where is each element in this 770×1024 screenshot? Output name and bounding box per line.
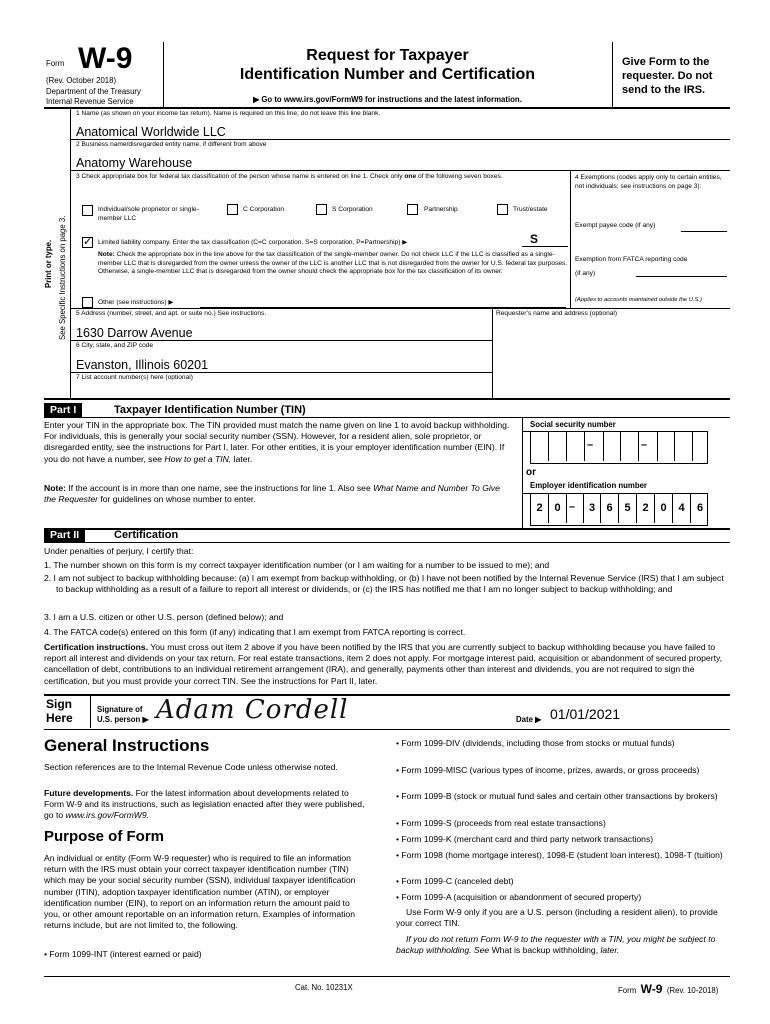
backup-withholding-text: If you do not return Form W-9 to the requester with a TIN, you might be subject to backup withholding. See What is backup withholding, later. <box>396 934 716 956</box>
part2-title: Certification <box>114 529 179 541</box>
form-title-line1: Request for Taxpayer <box>306 47 469 64</box>
form-title-line2: Identification Number and Certification <box>239 66 536 83</box>
line7-account-field[interactable] <box>76 384 488 396</box>
department: Department of the Treasury <box>46 87 141 96</box>
trust-estate-label: Trust/estate <box>513 206 548 213</box>
requester-label: Requester’s name and address (optional) <box>496 310 618 317</box>
bullet-1098: • Form 1098 (home mortgage interest), 1098-E (student loan interest), 1098-T (tuition) <box>396 850 723 860</box>
or-label: or <box>526 467 536 478</box>
line5-label: 5 Address (number, street, and apt. or suite no.) See instructions. <box>76 310 267 317</box>
ssn-dash: – <box>641 439 648 451</box>
ein-digit: 6 <box>601 493 619 523</box>
part1-title: Taxpayer Identification Number (TIN) <box>114 404 306 416</box>
ein-digit: 0 <box>549 493 567 523</box>
catalog-number: Cat. No. 10231X <box>295 983 353 992</box>
other-checkbox[interactable] <box>82 297 93 308</box>
date-label: Date ▶ <box>516 715 542 724</box>
bullet-1099-k: • Form 1099-K (merchant card and third party network transactions) <box>396 834 654 844</box>
line1-name-field[interactable]: Anatomical Worldwide LLC <box>76 125 226 139</box>
line7-label: 7 List account number(s) here (optional) <box>76 374 193 381</box>
use-w9-text: Use Form W-9 only if you are a U.S. person (including a resident alien), to provide your correct TIN. <box>396 907 718 929</box>
checkmark-icon: ✓ <box>83 236 93 248</box>
c-corporation-label: C Corporation <box>243 206 285 213</box>
part2-tag: Part II <box>44 528 85 542</box>
line1-label: 1 Name (as shown on your income tax return). Name is required on this line; do not leave this line blank. <box>76 110 381 117</box>
goto-text: Go to www.irs.gov/FormW9 for instructions and the latest information. <box>261 95 522 104</box>
ein-digit: 0 <box>655 493 673 523</box>
form-word: Form <box>46 59 65 68</box>
ein-dash: – <box>569 501 576 513</box>
llc-note: Note: Check the appropriate box in the line above for the tax classification of the single-member owner. Do not check LLC if the LLC is classified as a single-member LLC that is disregarded from the owner unless the owner of the LLC is another LLC that is not disregarded from the owner for U.S. federal tax purposes. Otherwise, a single-member LLC that is disregarded from the owner should check the appropriate box for the tax classification of its owner. <box>98 251 568 275</box>
bullet-1099-c: • Form 1099-C (canceled debt) <box>396 876 514 886</box>
llc-checkbox[interactable] <box>82 237 93 248</box>
date-field[interactable]: 01/01/2021 <box>550 706 621 722</box>
c-corporation-checkbox[interactable] <box>227 204 238 215</box>
signature-label-line2: U.S. person ▶ <box>97 715 149 724</box>
line2-business-name-field[interactable]: Anatomy Warehouse <box>76 156 193 170</box>
cert-item4: 4. The FATCA code(s) entered on this form (if any) indicating that I am exempt from FATCA reporting is correct. <box>44 627 466 637</box>
llc-label: Limited liability company. Enter the tax classification (C=C corporation, S=S corporation, P=Partnership) ▶ <box>98 239 408 246</box>
individual-checkbox[interactable] <box>82 205 93 216</box>
ein-digit: 4 <box>673 493 691 523</box>
ein-digit: 6 <box>696 502 704 514</box>
agency: Internal Revenue Service <box>46 97 134 106</box>
s-corporation-checkbox[interactable] <box>316 204 327 215</box>
goto-instructions <box>165 95 610 105</box>
here-label: Here <box>46 711 73 725</box>
footer-form-id: Form W-9 (Rev. 10-2018) <box>618 982 719 996</box>
partnership-checkbox[interactable] <box>407 204 418 215</box>
cert-intro: Under penalties of perjury, I certify that: <box>44 546 194 556</box>
cert-item2: 2. I am not subject to backup withholding because: (a) I am exempt from backup withholding, or (b) I have not been notified by the Internal Revenue Service (IRS) that I am subject to backup withholding as a result of a failure to report all interest or dividends, or (c) the IRS has notified me that I am no longer subject to backup withholding; and <box>44 573 724 595</box>
line3-label: 3 Check appropriate box for federal tax classification of the person whose name is entered on line 1. Check only one of the following seven boxes. <box>76 173 503 180</box>
ein-digit: 5 <box>619 493 637 523</box>
bullet-1099-a: • Form 1099-A (acquisition or abandonment of secured property) <box>396 892 642 902</box>
signature[interactable]: Adam Cordell <box>156 695 349 725</box>
individual-label: Individual/sole proprietor or single-member LLC <box>98 206 199 222</box>
exempt-payee-field[interactable] <box>681 231 727 232</box>
bullet-1099-s: • Form 1099-S (proceeds from real estate transactions) <box>396 818 606 828</box>
ein-digit: 2 <box>531 493 549 523</box>
section-references: Section references are to the Internal Revenue Code unless otherwise noted. <box>44 762 338 772</box>
other-label: Other (see instructions) ▶ <box>98 299 174 306</box>
see-instructions-label: See Specific Instructions on page 3. <box>58 215 67 340</box>
ein-digit: 3 <box>583 493 601 523</box>
llc-tax-classification-field[interactable]: S <box>530 232 539 246</box>
sign-label: Sign <box>46 697 72 711</box>
purpose-heading: Purpose of Form <box>44 828 165 845</box>
form-revision: (Rev. October 2018) <box>46 76 117 85</box>
signature-label-line1: Signature of <box>97 705 143 714</box>
line5-address-field[interactable]: 1630 Darrow Avenue <box>76 326 193 340</box>
line6-city-state-zip-field[interactable]: Evanston, Illinois 60201 <box>76 358 209 372</box>
trust-estate-checkbox[interactable] <box>497 204 508 215</box>
exempt-payee-label: Exempt payee code (if any) <box>575 222 656 229</box>
ein-field[interactable] <box>530 493 708 526</box>
form-number: W-9 <box>78 42 133 75</box>
print-or-type-label: Print or type. <box>44 239 53 288</box>
ein-digit: 2 <box>637 493 655 523</box>
part1-note: Note: If the account is in more than one name, see the instructions for line 1. Also see What Name and Number To Give the Requester for guidelines on whose number to enter. <box>44 483 500 505</box>
general-instructions-heading: General Instructions <box>44 736 210 755</box>
cert-item3: 3. I am a U.S. citizen or other U.S. person (defined below); and <box>44 612 284 622</box>
line6-label: 6 City, state, and ZIP code <box>76 342 154 349</box>
ein-label: Employer identification number <box>530 481 647 490</box>
future-developments: Future developments. For the latest information about developments related to Form W-9 and its instructions, such as legislation enacted after they were published, go to www.irs.gov/FormW9. <box>44 788 365 821</box>
ssn-label: Social security number <box>530 420 616 429</box>
bullet-1099-int: • Form 1099-INT (interest earned or paid) <box>44 949 202 959</box>
give-form-notice: Give Form to the requester. Do not send to the IRS. <box>622 56 713 96</box>
purpose-text: An individual or entity (Form W-9 requester) who is required to file an information return with the IRS must obtain your correct taxpayer identification number (TIN) which may be your social security number (SSN), individual taxpayer identification number (ITIN), adoption taxpayer identification number (ATIN), or employer identification number (EIN), to report on an information return the amount paid to you, or other amount reportable on an information return. Examples of information returns include, but are not limited to, the following. <box>44 853 356 931</box>
ssn-dash: – <box>587 439 594 451</box>
bullet-1099-div: • Form 1099-DIV (dividends, including those from stocks or mutual funds) <box>396 738 675 748</box>
ssn-field[interactable] <box>530 431 708 464</box>
arrow-right-icon: ▶ <box>253 95 260 104</box>
s-corporation-label: S Corporation <box>332 206 373 213</box>
part1-instructions: Enter your TIN in the appropriate box. The TIN provided must match the name given on line 1 to avoid backup withholding. For individuals, this is generally your social security number (SSN). However, for a resident alien, sole proprietor, or disregarded entity, see the instructions for Part I, later. For other entities, it is your employer identification number (EIN). If you do not have a number, see How to get a TIN, later. <box>44 420 510 464</box>
fatca-applies-note: (Applies to accounts maintained outside the U.S.) <box>575 297 702 303</box>
part1-tag: Part I <box>44 403 82 417</box>
line4-label: 4 Exemptions (codes apply only to certain entities, not individuals; see instructions on page 3): <box>575 174 722 190</box>
fatca-code-field[interactable] <box>636 276 727 277</box>
partnership-label: Partnership <box>424 206 458 213</box>
fatca-label: Exemption from FATCA reporting code (if any) <box>575 256 688 277</box>
bullet-1099-misc: • Form 1099-MISC (various types of income, prizes, awards, or gross proceeds) <box>396 765 700 775</box>
cert-instructions: Certification instructions. You must cross out item 2 above if you have been notified by the IRS that you are currently subject to backup withholding because you have failed to report all interest and dividends on your tax return. For real estate transactions, item 2 does not apply. For mortgage interest paid, acquisition or abandonment of secured property, cancellation of debt, contributions to an individual retirement arrangement (IRA), and generally, payments other than interest and dividends, you are not required to sign the certification, but you must provide your correct TIN. See the instructions for Part II, later. <box>44 642 722 686</box>
cert-item1: 1. The number shown on this form is my correct taxpayer identification number (or I am waiting for a number to be issued to me); and <box>44 560 550 570</box>
bullet-1099-b: • Form 1099-B (stock or mutual fund sales and certain other transactions by brokers) <box>396 791 718 801</box>
line2-label: 2 Business name/disregarded entity name, if different from above <box>76 141 267 148</box>
